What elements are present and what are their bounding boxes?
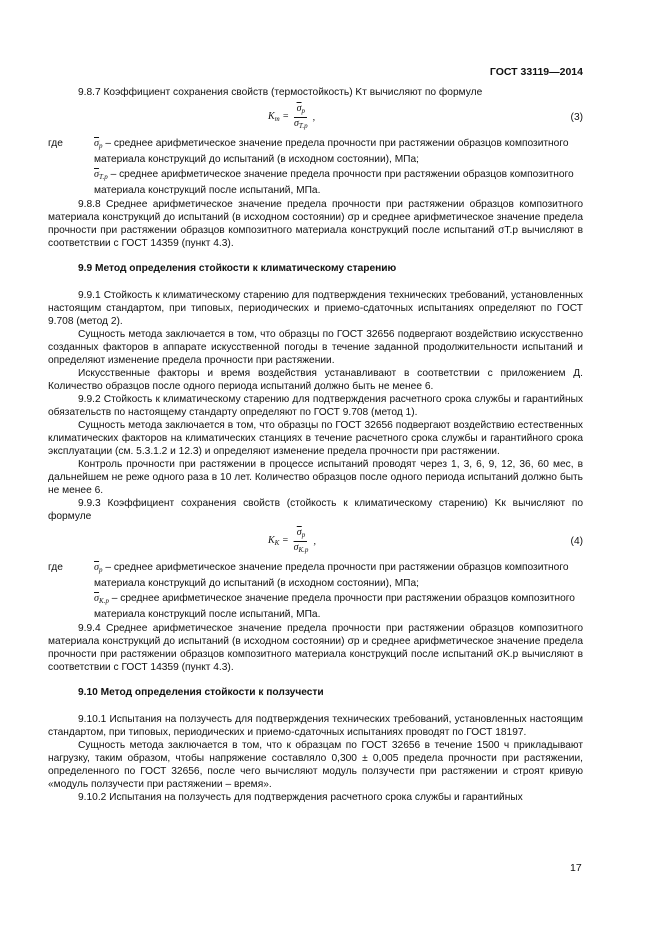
para-9-9-1c: Искусственные факторы и время воздействия устанавливают в соответствии с приложением Д. Количество образцов после одного периода испытаний должно быть не менее 6. — [48, 368, 583, 392]
document-body — [48, 86, 583, 804]
para-9-9-3: 9.9.3 Коэффициент сохранения свойств (стойкость к климатическому старению) Kк вычисляют по формуле — [48, 498, 583, 522]
section-9-10-title: 9.10 Метод определения стойкости к ползучести — [78, 687, 324, 698]
formula-4-number: (4) — [570, 536, 583, 547]
para-9-9-2b: Сущность метода заключается в том, что образцы по ГОСТ 32656 подвергают воздействию естественных климатических факторов на климатических станциях в течение расчетного срока службы и гарантийного срока эксплуатации (см. 5.3.1.2 и 12.3) и определяют изменение предела прочности при растяжении. — [48, 420, 583, 457]
para-9-8-8: 9.8.8 Среднее арифметическое значение предела прочности при растяжении образцов композитного материала конструкций до испытаний (в исходном состоянии) σр и среднее арифметическое значение предела прочности при растяжении образцов композитного материала конструкций после испытаний σT.p вычисляют в соответствии с ГОСТ 14359 (пункт 4.3). — [48, 199, 583, 249]
para-9-9-2c: Контроль прочности при растяжении в процессе испытаний проводят через 1, 3, 6, 9, 12, 36, 60 мес, в дальнейшем не реже одного раза в 10 лет. Количество образцов после одного периода испытаний должно быть не менее 6. — [48, 459, 583, 496]
formula-3: $K_т$ = $\frac{\overline{\sigma}_р}{\overline{\sigma}_{Т.р}}$ , (3) — [268, 103, 583, 130]
where-3a: где $\overline{\sigma}_р$ – среднее арифметическое значение предела прочности при растяжении образцов композитного материала конструкций до испытаний (в исходном состоянии), МПа; — [48, 138, 569, 165]
para-9-9-1: 9.9.1 Стойкость к климатическому старению для подтверждения технических требований, установленных настоящим стандартом, при типовых, периодических и приемо-сдаточных испытаниях определяют по ГОСТ 9.708 (метод 2). — [48, 290, 583, 327]
formula-3-denominator: $\overline{\sigma}_{Т.р}$ — [293, 118, 308, 130]
para-9-10-1b: Сущность метода заключается в том, что к образцам по ГОСТ 32656 в течение 1500 ч прикладывают нагрузку, таким образом, чтобы напряжение составляло 0,300 ± 0,005 предела прочности при растяжении, определенного по ГОСТ 32656, после чего вычисляют модуль ползучести при растяжении и строят кривую «модуль ползучести при растяжении – время». — [48, 740, 583, 790]
formula-3-numerator: $\overline{\sigma}_р$ — [295, 103, 307, 118]
para-9-9-4: 9.9.4 Среднее арифметическое значение предела прочности при растяжении образцов композитного материала конструкций до испытаний (в исходном состоянии) σp и среднее арифметическое значение предела прочности при растяжении образцов композитного материала конструкций после испытаний σK.p вычисляют в соответствии с ГОСТ 14359 (пункт 4.3). — [48, 623, 583, 673]
where-3b: $\overline{\sigma}_{Т.р}$ – среднее арифметическое значение предела прочности при растяжении образцов композитного материала конструкций после испытаний, МПа. — [94, 169, 574, 196]
where-4b: $\overline{\sigma}_{K.p}$ – среднее арифметическое значение предела прочности при растяжении образцов композитного материала конструкций после испытаний, МПа. — [94, 593, 575, 620]
para-9-10-1: 9.10.1 Испытания на ползучесть для подтверждения технических требований, установленных настоящим стандартом, при типовых, периодических и приемо-сдаточных испытаниях проводят по ГОСТ 18197. — [48, 714, 583, 738]
where-4a: где $\overline{\sigma}_p$ – среднее арифметическое значение предела прочности при растяжении образцов композитного материала конструкций до испытаний (в исходном состоянии), МПа; — [48, 562, 569, 589]
formula-3-lhs: $K_т$ = — [268, 110, 289, 123]
para-9-8-7: 9.8.7 Коэффициент сохранения свойств (термостойкость) Kт вычисляют по формуле — [78, 87, 483, 98]
formula-3-number: (3) — [570, 112, 583, 123]
section-9-9-title: 9.9 Метод определения стойкости к климатическому старению — [78, 263, 397, 274]
formula-4-denominator: $\overline{\sigma}_{K.p}$ — [293, 542, 309, 554]
formula-4: $K_К$ = $\frac{\overline{\sigma}_p}{\overline{\sigma}_{K.p}}$ , (4) — [268, 527, 583, 554]
para-9-9-1b: Сущность метода заключается в том, что образцы по ГОСТ 32656 подвергают воздействию искусственно созданных факторов в аппарате искусственной погоды в течение заданной продолжительности испытаний и определяют изменение предела прочности при растяжении. — [48, 329, 583, 366]
formula-4-numerator: $\overline{\sigma}_p$ — [295, 527, 307, 542]
para-9-10-2: 9.10.2 Испытания на ползучесть для подтверждения расчетного срока службы и гарантийных — [78, 792, 523, 803]
document-header: ГОСТ 33119—2014 — [489, 66, 583, 78]
page-number: 17 — [570, 862, 582, 874]
formula-4-lhs: $K_К$ = — [268, 534, 289, 547]
para-9-9-2: 9.9.2 Стойкость к климатическому старению для подтверждения расчетного срока службы и гарантийных обязательств по настоящему стандарту определяют по ГОСТ 9.708 (метод 1). — [48, 394, 583, 418]
